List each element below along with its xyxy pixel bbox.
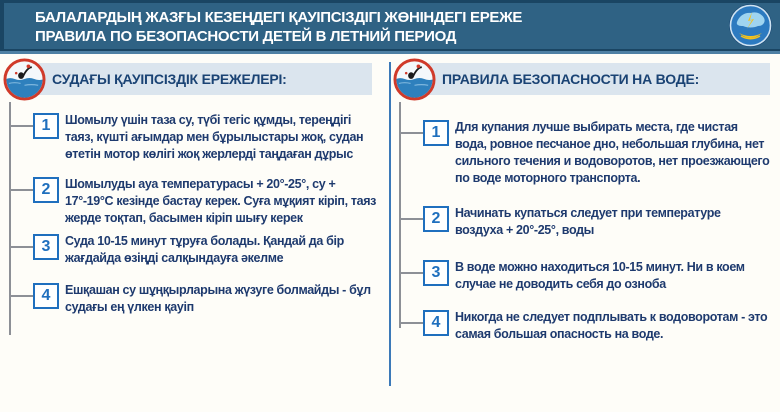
connector-stub — [9, 295, 33, 297]
item-number-badge: 3 — [33, 234, 59, 260]
item-text: Для купания лучше выбирать места, где чистая вода, ровное песчаное дно, небольшая глубина, нет сильного течения и водоворотов, нет проезжающего по воде моторного транспорта. — [455, 120, 770, 185]
item-text: Ешқашан су шұңқырларына жүзуге болмайды - бұл судағы ең үлкен қауіп — [65, 283, 371, 314]
rule-item — [33, 113, 380, 163]
banner-accent-line — [0, 51, 780, 54]
item-number-badge: 3 — [423, 260, 449, 286]
connector-line — [399, 102, 401, 328]
item-number-badge: 4 — [33, 283, 59, 309]
rule-item — [33, 234, 380, 267]
rules-list-kazakh — [33, 113, 380, 316]
connector-stub — [9, 125, 33, 127]
title-russian: ПРАВИЛА ПО БЕЗОПАСНОСТИ ДЕТЕЙ В ЛЕТНИЙ ПЕРИОД — [35, 28, 457, 45]
column-russian — [390, 58, 780, 412]
rule-item — [423, 120, 770, 187]
item-number-badge: 2 — [33, 177, 59, 203]
rule-item — [423, 206, 770, 239]
item-text: Шомылу үшін таза су, түбі тегіс құмды, тереңдігі таяз, күшті ағымдар мен бұрылыстары жоқ, судан өтетін мотор көлігі жоқ жерлерді таңдаған дұрыс — [65, 113, 364, 161]
column-kazakh — [0, 58, 390, 412]
item-number-badge: 1 — [33, 113, 59, 139]
item-text: В воде можно находиться 10-15 минут. Ни в коем случае не доводить себя до озноба — [455, 260, 745, 291]
item-number-badge: 4 — [423, 310, 449, 336]
connector-stub — [399, 272, 423, 274]
item-text: Начинать купаться следует при температуре воздуха + 20°-25°, воды — [455, 206, 721, 237]
title-kazakh: БАЛАЛАРДЫҢ ЖАЗҒЫ КЕЗЕҢДЕГІ ҚАУІПСІЗДІГІ ЖӨНІНДЕГІ ЕРЕЖЕ — [35, 9, 523, 26]
drowning-person-icon — [3, 58, 46, 101]
item-text: Шомылуды ауа температурасы + 20°-25°, су + 17°-19°С кезінде бастау керек. Суға мұқият кіріп, таяз жерде тоқтап, басымен кіріп шығу керек — [65, 177, 377, 225]
connector-stub — [9, 189, 33, 191]
connector-stub — [9, 246, 33, 248]
rule-item — [423, 260, 770, 293]
connector-line — [9, 102, 11, 335]
column-title-bar — [418, 63, 770, 95]
banner-titles — [4, 3, 780, 46]
connector-stub — [399, 322, 423, 324]
connector-stub — [399, 218, 423, 220]
column-title-bar — [28, 63, 372, 95]
column-title: ПРАВИЛА БЕЗОПАСНОСТИ НА ВОДЕ: — [442, 71, 700, 87]
header-banner — [0, 0, 780, 51]
column-title: СУДАҒЫ ҚАУІПСІЗДІК ЕРЕЖЕЛЕРІ: — [52, 71, 287, 87]
rule-item — [33, 177, 380, 227]
rules-list-russian — [423, 120, 770, 343]
item-number-badge: 1 — [423, 120, 449, 146]
item-number-badge: 2 — [423, 206, 449, 232]
rule-item — [33, 283, 380, 316]
regional-emblem-icon — [728, 3, 773, 48]
item-text: Никогда не следует подплывать к водоворотам - это самая большая опасность на воде. — [455, 310, 768, 341]
rule-item — [423, 310, 770, 343]
drowning-person-icon — [393, 58, 436, 101]
connector-stub — [399, 132, 423, 134]
item-text: Суда 10-15 минут тұруға болады. Қандай да бір жағдайда өзіңді салқындауға әкелме — [65, 234, 344, 265]
